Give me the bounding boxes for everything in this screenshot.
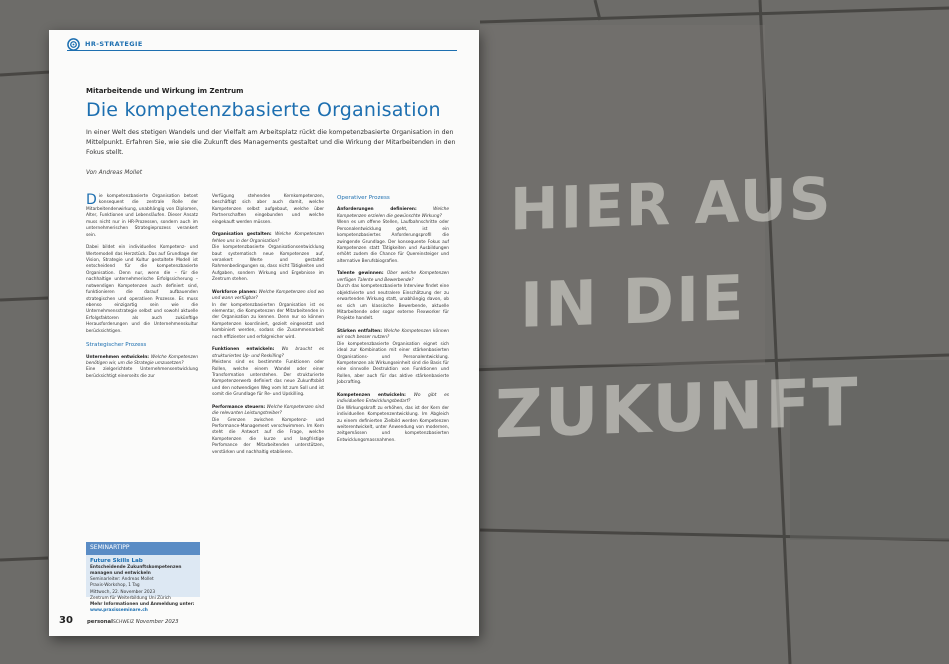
paragraph-question: Wo braucht es strukturiertes Up- und Reskilling? bbox=[212, 347, 324, 359]
dropcap: D bbox=[86, 192, 97, 208]
paragraph-question: Welche Kompetenzen fehlen uns in der Organisation? bbox=[212, 232, 324, 244]
brand-schweiz: SCHWEIZ bbox=[112, 620, 135, 625]
stencil-line-2: IN DIE bbox=[520, 261, 746, 342]
header-divider bbox=[67, 50, 457, 51]
paragraph-question: Welche Kompetenzen benötigen wir, um die Strategie umzusetzen? bbox=[86, 354, 198, 367]
paragraph-question: Welche Kompetenzen erzielen die gewünschte Wirkung? bbox=[337, 207, 449, 219]
seminar-link[interactable]: www.praxisseminare.ch bbox=[90, 608, 148, 614]
seminar-subtitle: Entscheidende Zukunftskompetenzen managen und entwickeln bbox=[90, 564, 182, 577]
brand-personal: personal bbox=[87, 619, 113, 625]
subheading-strategic: Strategischer Prozess bbox=[86, 342, 147, 349]
seminar-format: Praxis-Workshop, 1 Tag bbox=[90, 583, 140, 589]
article-lead: In einer Welt des stetigen Wandels und der Vielfalt am Arbeitsplatz rückt die kompetenzbasierte Organisation in den Mittelpunkt. Erfahren Sie, wie sie die Zukunft des Managements gestaltet und die Wirkung der Mitarbeitenden in den Fokus stellt. bbox=[86, 129, 456, 156]
paragraph-question: Welche Kompetenzen können wir noch besser nutzen? bbox=[337, 328, 449, 341]
paragraph: Eine zielgerichtete Unternehmensentwicklung berücksichtigt einerseits die zur bbox=[86, 367, 198, 379]
seminar-tip-heading: SEMINARTIPP bbox=[86, 542, 200, 555]
seminar-title: Future Skills Lab bbox=[90, 557, 143, 564]
seminar-leader: Seminarleiter: Andreas Mollet bbox=[90, 577, 154, 583]
column-2 bbox=[212, 194, 324, 462]
paragraph: In der kompetenzbasierten Organisation ist es elementar, die Kompetenzen der Mitarbeitenden in der Organisation zu kennen. Denn nur so können Kompetenzen koordiniert, gezielt eingesetzt und kombiniert werden, sodass die Zusammenarbeit noch effizienter und erfolgreicher wird. bbox=[212, 302, 324, 340]
paragraph-heading: Funktionen entwickeln: bbox=[212, 347, 275, 353]
page-number: 30 bbox=[59, 615, 73, 626]
seminar-tip-box bbox=[86, 542, 200, 614]
paragraph-heading: Workforce planen: bbox=[212, 289, 257, 295]
paragraph: ie kompetenzbasierte Organisation betont konsequent die zentrale Rolle der Mitarbeitendenwirkung, unabhängig von Diplomen, Alter, Funktionen und Lebensläufen. Dieser Ansatz muss nicht nur in HR-Prozessen, sondern auch im unternehmerischen Strategieprozess verankert sein. bbox=[86, 194, 198, 238]
article-title: Die kompetenzbasierte Organisation bbox=[86, 99, 441, 121]
paragraph-question: Welche Kompetenzen sind wo und wann verfügbar? bbox=[212, 289, 324, 302]
paragraph: Verfügung stehenden Kernkompetenzen, beschäftigt sich aber auch damit, welche Kompetenzen selbst aufgebaut, welche über Partnerschaften eingebunden und welche eingekauft werden müssen. bbox=[212, 194, 324, 225]
paragraph-heading: Kompetenzen entwickeln: bbox=[337, 392, 406, 398]
seminar-more-info: Mehr Informationen und Anmeldung unter: bbox=[90, 602, 195, 608]
subheading-operative: Operativer Prozess bbox=[337, 195, 390, 201]
paragraph-question: Über welche Kompetenzen verfügen Talente und Bewerbende? bbox=[337, 271, 449, 283]
paragraph: Dabei bildet ein individuelles Kompetenz- und Wertemodell das Herzstück. Das auf Grundlage der Vision, Strategie und Kultur gestaltete Modell ist entscheidend für die kompetenzbasierte Organisation. Denn nur, wenn die – für die nachhaltige unternehmerische Erfolgssicherung – notwendigen Kompetenzen auch definiert sind, funktionieren die darauf aufbauenden strategischen und operativen Prozesse. Es muss ebenso einzigartig sein wie die Unternehmensstrategie selbst und sowohl aktuelle Erfolgsfaktoren als auch zukünftige Herausforderungen und die Unternehmenskultur berücksichtigen. bbox=[86, 245, 198, 334]
paragraph: Die kompetenzbasierte Organisation eignet sich ideal zur Kombination mit einer stärkenbasierten Organisations- und Personalentwicklung. Kompetenzen als Wirkungseinheit sind die Basis für eine sinnvolle Destruktion von Funktionen und Rollen, aber auch für das aktive stärkenbasierte Jobcrafting. bbox=[337, 341, 449, 386]
article-author: Von Andreas Mollet bbox=[86, 170, 142, 176]
paragraph: Die kompetenzbasierte Organisationsentwicklung baut systematisch neue Kompetenzen auf, verankert Werte und gestaltet Rahmenbedingungen so, dass nicht Tätigkeiten und Aufgaben, sondern Wirkung und Ergebnisse im Zentrum stehen. bbox=[212, 245, 324, 283]
section-label: HR-STRATEGIE bbox=[85, 40, 143, 48]
paragraph: Meistens sind es bestimmte Funktionen oder Rollen, welche einem Wandel oder einer Transformation unterstehen. Der strukturierte Kompetenzerwerb definiert das neue Zukunftsbild und den notwendigen Weg vom Ist zum Soll und ist somit die Grundlage für Re- und Upskilling. bbox=[212, 360, 324, 398]
stencil-line-3: ZUKUNFT bbox=[495, 363, 860, 454]
issue-date: November 2023 bbox=[135, 619, 179, 625]
paragraph: Wenn es um offene Stellen, Laufbahnschritte oder Personalentwicklung geht, ist ein kompetenzbasiertes Anforderungsprofil die zwingende Grundlage. Der konsequente Fokus auf Kompetenzen statt Tätigkeiten und Ausbildungen erhöht zudem die Chance für Quereinsteiger und alternative Berufsbiografien. bbox=[337, 220, 449, 264]
column-1 bbox=[86, 194, 198, 386]
section-header bbox=[67, 37, 143, 51]
paragraph-heading: Performance steuern: bbox=[212, 404, 266, 410]
stencil-line-1: HIER AUS bbox=[510, 164, 833, 244]
paragraph-heading: Talente gewinnen: bbox=[337, 271, 384, 277]
column-3 bbox=[337, 194, 449, 450]
seminar-date: Mittwoch, 22. November 2023 bbox=[90, 589, 156, 595]
paragraph-question: Welche Kompetenzen sind die relevanten Leistungstreiber? bbox=[212, 404, 324, 417]
target-icon bbox=[67, 38, 80, 51]
paragraph-heading: Organisation gestalten: bbox=[212, 232, 272, 238]
seminar-location: Zentrum für Weiterbildung Uni Zürich bbox=[90, 595, 171, 601]
article-kicker: Mitarbeitende und Wirkung im Zentrum bbox=[86, 87, 244, 95]
paragraph-heading: Unternehmen entwickeln: bbox=[86, 354, 149, 360]
paragraph-question: Wo gibt es individuellen Entwicklungsbedarf? bbox=[337, 392, 449, 405]
paragraph-heading: Anforderungen definieren: bbox=[337, 207, 417, 213]
paragraph: Die Wirkungskraft zu erhöhen, das ist der Kern der individuellen Kompetenzentwicklung. Im Abgleich zu einem definierten Zielbild werden Kompetenzen weiterentwickelt, unter Anwendung von modernen, zeitgemässen und kompetenzbasierten Entwicklungsmassnahmen. bbox=[337, 405, 449, 443]
paragraph-heading: Stärken entfalten: bbox=[337, 328, 382, 334]
page-footer bbox=[87, 619, 178, 625]
paragraph: Die Grenzen zwischen Kompetenz- und Performance-Management verschwimmen. Im Kern steht die Antwort auf die Frage, welche Kompetenzen die kurze und langfristige Perfomance der Mitarbeitenden unterstützen, verstärken und nachhaltig etablieren. bbox=[212, 417, 324, 455]
magazine-page bbox=[49, 30, 479, 636]
paragraph: Durch das kompetenzbasierte Interview findet eine objektivierte und neutralere Einschätzung der zu erwartenden Wirkung statt, unabhängig davon, ob es sich um klassische Bewerbende, aktuelle Mitarbeitende oder sogar externe Flexworker für Projekte handelt. bbox=[337, 284, 449, 322]
